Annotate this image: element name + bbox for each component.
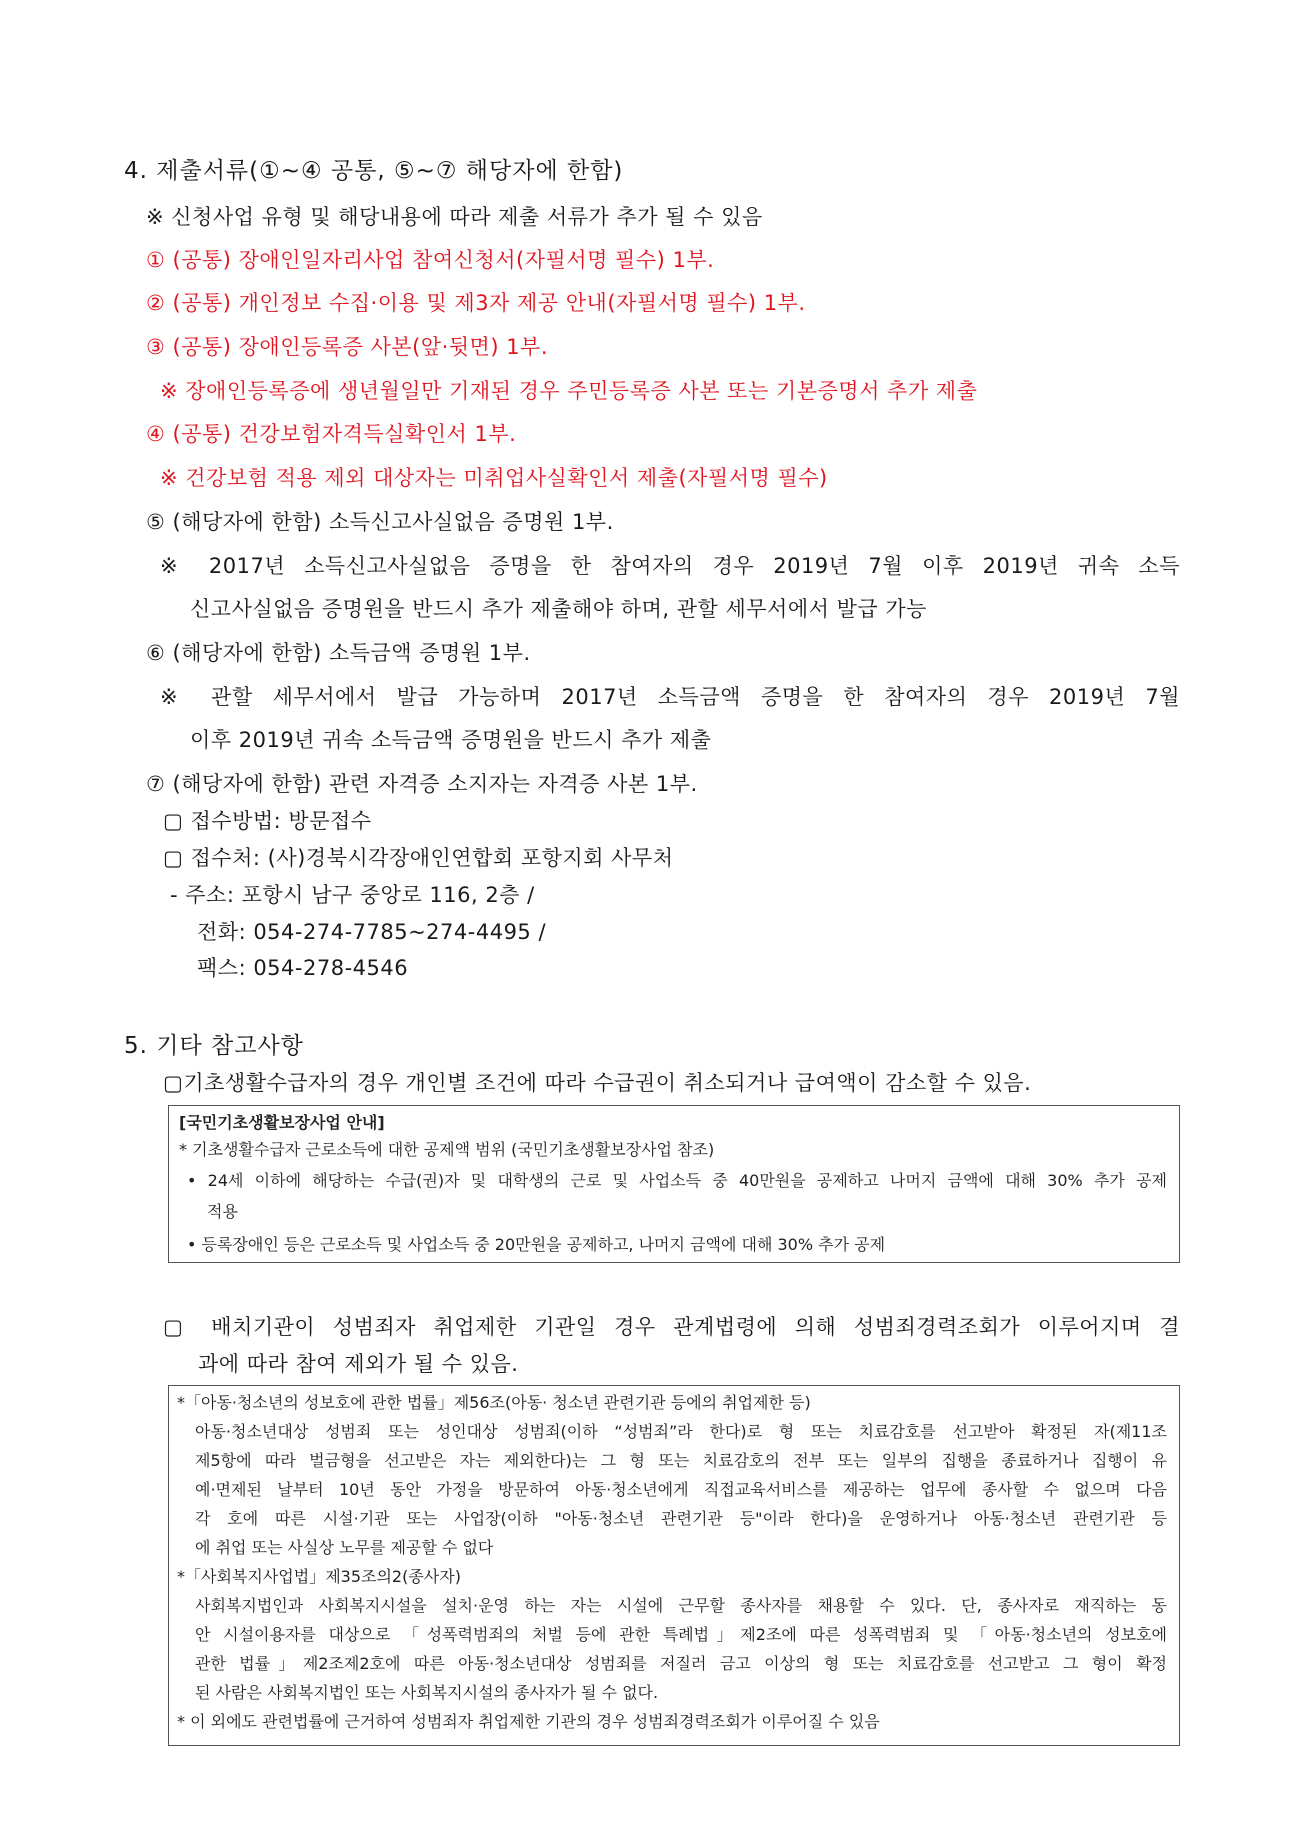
doc-item-5-note-line2: 신고사실없음 증명원을 반드시 추가 제출해야 하며, 관할 세무서에서 발급 가능 (190, 597, 927, 621)
box2-line-8: 사회복지법인과 사회복지시설을 설치·운영 하는 자는 시설에 근무할 종사자를 채용할 수 있다. 단, 종사자로 재직하는 동 (195, 1596, 1167, 1615)
doc-item-6-note-line2: 이후 2019년 귀속 소득금액 증명원을 반드시 추가 제출 (190, 728, 712, 752)
fax: 팩스: 054-278-4546 (197, 956, 409, 980)
box2-line-11: 된 사람은 사회복지법인 또는 사회복지시설의 종사자가 될 수 없다. (195, 1683, 659, 1702)
doc-item-6: ⑥ (해당자에 한함) 소득금액 증명원 1부. (146, 641, 531, 665)
section-5-title: 5. 기타 참고사항 (124, 1033, 304, 1059)
box1-line-4: • 등록장애인 등은 근로소득 및 사업소득 중 20만원을 공제하고, 나머지 금액에 대해 30% 추가 공제 (187, 1235, 886, 1254)
doc-item-2: ② (공통) 개인정보 수집·이용 및 제3자 제공 안내(자필서명 필수) 1부. (146, 291, 806, 315)
box2-line-6: 에 취업 또는 사실상 노무를 제공할 수 없다 (195, 1538, 494, 1557)
doc-item-4: ④ (공통) 건강보험자격득실확인서 1부. (146, 422, 517, 446)
box2-line-4: 예·면제된 날부터 10년 동안 가정을 방문하여 아동·청소년에게 직접교육서비스를 제공하는 업무에 종사할 수 없으며 다음 (195, 1480, 1167, 1499)
doc-item-7: ⑦ (해당자에 한함) 관련 자격증 소지자는 자격증 사본 1부. (146, 772, 698, 796)
box1-heading: [국민기초생활보장사업 안내] (179, 1113, 385, 1132)
section-4-title: 4. 제출서류(①~④ 공통, ⑤~⑦ 해당자에 한함) (124, 158, 624, 184)
sex-offender-note-line2: 과에 따라 참여 제외가 될 수 있음. (198, 1352, 519, 1376)
box2-line-2: 아동·청소년대상 성범죄 또는 성인대상 성범죄(이하 “성범죄”라 한다)로 형 또는 치료감호를 선고받아 확정된 자(제11조 (195, 1422, 1167, 1441)
legal-reference-box (168, 1385, 1180, 1746)
box2-line-10: 관한 법률」제2조제2호에 따른 아동·청소년대상 성범죄를 저질러 금고 이상의 형 또는 치료감호를 선고받고 그 형이 확정 (195, 1654, 1167, 1673)
box2-line-5: 각 호에 따른 시설·기관 또는 사업장(이하 "아동·청소년 관련기관 등"이라 한다)을 운영하거나 아동·청소년 관련기관 등 (195, 1509, 1167, 1528)
box1-line-2: • 24세 이하에 해당하는 수급(권)자 및 대학생의 근로 및 사업소득 중 40만원을 공제하고 나머지 금액에 대해 30% 추가 공제 (187, 1171, 1167, 1190)
basic-living-note: ▢기초생활수급자의 경우 개인별 조건에 따라 수급권이 취소되거나 급여액이 감소할 수 있음. (163, 1071, 1032, 1095)
box2-line-12: * 이 외에도 관련법률에 근거하여 성범죄자 취업제한 기관의 경우 성범죄경력조회가 이루어질 수 있음 (177, 1712, 880, 1731)
box2-line-7: *「사회복지사업법」제35조의2(종사자) (177, 1567, 461, 1586)
doc-item-5-note-line1: ※ 2017년 소득신고사실없음 증명을 한 참여자의 경우 2019년 7월 이후 2019년 귀속 소득 (160, 554, 1180, 578)
box2-line-3: 제5항에 따라 벌금형을 선고받은 자는 제외한다)는 그 형 또는 치료감호의 전부 또는 일부의 집행을 종료하거나 집행이 유 (195, 1451, 1167, 1470)
submission-place: ▢ 접수처: (사)경북시각장애인연합회 포항지회 사무처 (163, 846, 674, 870)
doc-item-4-note: ※ 건강보험 적용 제외 대상자는 미취업사실확인서 제출(자필서명 필수) (160, 466, 828, 490)
doc-item-6-note-line1: ※ 관할 세무서에서 발급 가능하며 2017년 소득금액 증명을 한 참여자의 경우 2019년 7월 (160, 685, 1180, 709)
box1-line-1: * 기초생활수급자 근로소득에 대한 공제액 범위 (국민기초생활보장사업 참조) (179, 1140, 715, 1159)
basic-living-info-box (168, 1105, 1180, 1263)
sex-offender-note-line1: ▢ 배치기관이 성범죄자 취업제한 기관일 경우 관계법령에 의해 성범죄경력조회가 이루어지며 결 (163, 1315, 1180, 1339)
doc-item-3: ③ (공통) 장애인등록증 사본(앞·뒷면) 1부. (146, 335, 549, 359)
box1-line-3: 적용 (207, 1202, 238, 1221)
box2-line-1: *「아동·청소년의 성보호에 관한 법률」제56조(아동· 청소년 관련기관 등에의 취업제한 등) (177, 1393, 811, 1412)
doc-item-3-note: ※ 장애인등록증에 생년월일만 기재된 경우 주민등록증 사본 또는 기본증명서 추가 제출 (160, 379, 978, 403)
box2-line-9: 안 시설이용자를 대상으로 「성폭력범죄의 처벌 등에 관한 특례법」제2조에 따른 성폭력범죄 및 「아동·청소년의 성보호에 (195, 1625, 1167, 1644)
doc-item-5: ⑤ (해당자에 한함) 소득신고사실없음 증명원 1부. (146, 510, 614, 534)
section-4-note: ※ 신청사업 유형 및 해당내용에 따라 제출 서류가 추가 될 수 있음 (146, 205, 763, 229)
phone: 전화: 054-274-7785~274-4495 / (197, 920, 547, 944)
submission-method: ▢ 접수방법: 방문접수 (163, 809, 372, 833)
address: - 주소: 포항시 남구 중앙로 116, 2층 / (170, 883, 535, 907)
doc-item-1: ① (공통) 장애인일자리사업 참여신청서(자필서명 필수) 1부. (146, 248, 715, 272)
